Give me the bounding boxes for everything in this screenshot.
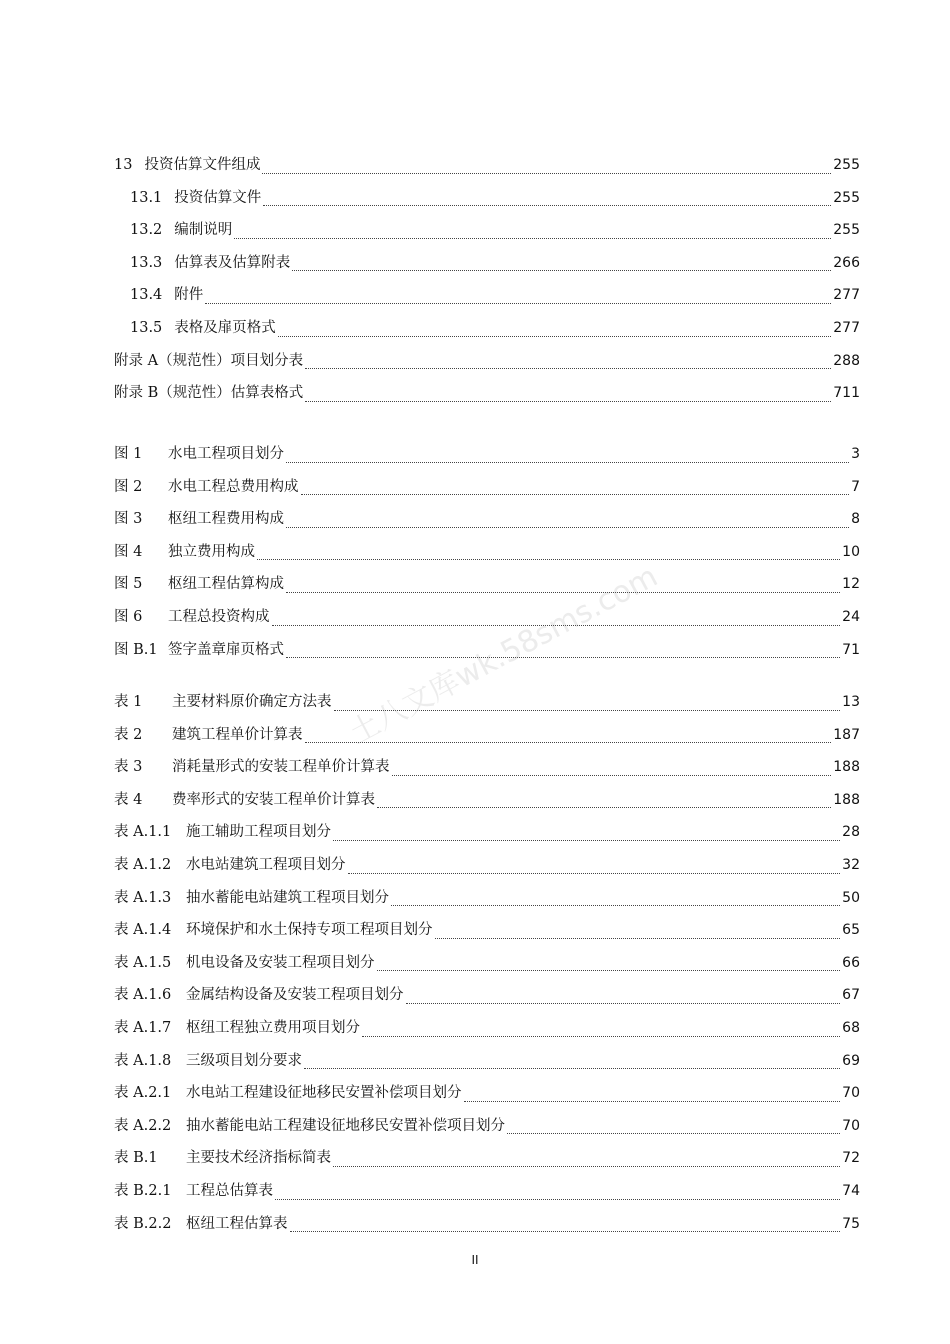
toc-entry-title: 费率形式的安装工程单价计算表 <box>172 791 375 808</box>
dot-leader <box>406 1002 841 1004</box>
toc-entry-page: 70 <box>842 1085 860 1102</box>
toc-chapters <box>114 153 860 414</box>
toc-entry-number: 表 A.1.2 <box>114 856 172 873</box>
toc-entry-number: 图 1 <box>114 446 143 462</box>
toc-entry[interactable] <box>114 918 860 951</box>
toc-tables <box>114 690 860 1244</box>
toc-entry-title: 机电设备及安装工程项目划分 <box>186 954 375 971</box>
toc-entry-page: 66 <box>842 954 860 971</box>
toc-entry-number: 表 4 <box>114 791 143 808</box>
toc-entry[interactable] <box>114 1146 860 1179</box>
toc-entry-number: 表 A.2.1 <box>114 1085 172 1102</box>
toc-entry[interactable] <box>114 1081 860 1114</box>
toc-entry[interactable] <box>114 475 860 508</box>
dot-leader <box>272 624 841 626</box>
toc-entry-title: 水电工程总费用构成 <box>168 478 299 495</box>
toc-entry-number: 附录 B <box>114 385 159 402</box>
toc-entry-title: 施工辅助工程项目划分 <box>186 824 331 841</box>
toc-entry-number: 附录 A <box>114 352 159 369</box>
toc-entry-number: 图 2 <box>114 478 143 495</box>
toc-entry[interactable] <box>114 442 860 475</box>
dot-leader <box>290 1230 841 1232</box>
dot-leader <box>377 806 831 808</box>
toc-entry-number: 13 <box>114 157 133 173</box>
toc-entry-page: 255 <box>833 189 860 206</box>
toc-entry[interactable] <box>114 540 860 573</box>
toc-entry[interactable] <box>114 1016 860 1049</box>
toc-entry[interactable] <box>114 820 860 853</box>
dot-leader <box>286 526 849 528</box>
toc-entry[interactable] <box>114 638 860 671</box>
toc-entry-page: 188 <box>833 791 860 808</box>
toc-entry-number: 表 1 <box>114 694 143 710</box>
toc-entry-title: 工程总投资构成 <box>168 608 270 625</box>
toc-entry[interactable] <box>114 507 860 540</box>
toc-entry-page: 187 <box>833 726 860 743</box>
toc-entry-number: 图 6 <box>114 608 143 625</box>
toc-entry-title: 编制说明 <box>174 222 233 239</box>
toc-entry-page: 50 <box>842 889 860 906</box>
dot-leader <box>275 1198 840 1200</box>
dot-leader <box>205 302 831 304</box>
dot-leader <box>263 204 831 206</box>
dot-leader <box>304 1067 840 1069</box>
toc-entry[interactable] <box>114 251 860 284</box>
dot-leader <box>301 493 850 495</box>
toc-entry[interactable] <box>114 316 860 349</box>
toc-entry-number: 13.5 <box>130 319 163 336</box>
toc-entry-title: 独立费用构成 <box>168 543 255 560</box>
toc-entry-number: 图 5 <box>114 576 143 593</box>
dot-leader <box>333 839 840 841</box>
toc-entry-title: 投资估算文件 <box>174 189 262 206</box>
toc-entry-page: 188 <box>833 759 860 776</box>
toc-entry-title: 主要技术经济指标简表 <box>186 1150 331 1167</box>
dot-leader <box>305 741 832 743</box>
toc-entry[interactable] <box>114 153 860 186</box>
toc-entry-title: 水电站工程建设征地移民安置补偿项目划分 <box>186 1085 462 1102</box>
toc-entry-page: 711 <box>833 385 860 402</box>
toc-entry-page: 266 <box>833 254 860 271</box>
toc-entry-title: 水电站建筑工程项目划分 <box>186 856 346 873</box>
dot-leader <box>305 400 831 402</box>
dot-leader <box>286 461 849 463</box>
dot-leader <box>391 904 840 906</box>
toc-entry[interactable] <box>114 1114 860 1147</box>
toc-entry-number: 表 A.1.8 <box>114 1052 172 1069</box>
toc-entry-number: 表 A.1.5 <box>114 954 172 971</box>
toc-entry-page: 32 <box>842 856 860 873</box>
toc-entry[interactable] <box>114 886 860 919</box>
dot-leader <box>305 367 831 369</box>
dot-leader <box>257 558 840 560</box>
toc-entry[interactable] <box>114 605 860 638</box>
toc-entry-page: 7 <box>851 478 860 495</box>
toc-entry-number: 表 A.1.4 <box>114 922 172 939</box>
toc-entry-number: 表 B.2.1 <box>114 1182 172 1199</box>
toc-entry-page: 28 <box>842 824 860 841</box>
dot-leader <box>278 335 831 337</box>
dot-leader <box>234 237 831 239</box>
dot-leader <box>392 774 832 776</box>
toc-entry[interactable] <box>114 1212 860 1245</box>
toc-entry[interactable] <box>114 1179 860 1212</box>
toc-entry-number: 表 B.2.2 <box>114 1215 172 1232</box>
toc-entry-number: 13.4 <box>130 287 163 304</box>
toc-entry[interactable] <box>114 381 860 414</box>
dot-leader <box>435 937 841 939</box>
toc-entry-title: 建筑工程单价计算表 <box>172 726 303 743</box>
toc-entry-title: （规范性）估算表格式 <box>158 385 304 402</box>
toc-entry-page: 67 <box>842 987 860 1004</box>
toc-entry-number: 13.1 <box>130 189 163 206</box>
dot-leader <box>286 656 840 658</box>
toc-entry-title: 表格及扉页格式 <box>174 319 276 336</box>
dot-leader <box>348 872 841 874</box>
toc-entry-page: 72 <box>842 1150 860 1167</box>
toc-entry-page: 24 <box>842 608 860 625</box>
toc-entry-number: 13.3 <box>130 254 163 271</box>
toc-entry-title: 枢纽工程费用构成 <box>168 511 284 528</box>
watermark: 土八文库wk.58sms.com <box>343 558 664 752</box>
toc-entry[interactable] <box>114 1049 860 1082</box>
dot-leader <box>262 172 831 174</box>
toc-entry-page: 69 <box>842 1052 860 1069</box>
toc-entry[interactable] <box>114 788 860 821</box>
toc-entry[interactable] <box>114 349 860 382</box>
toc-entry-number: 图 4 <box>114 543 143 560</box>
toc-entry-title: 枢纽工程估算表 <box>186 1215 288 1232</box>
toc-entry-page: 68 <box>842 1019 860 1036</box>
toc-entry-page: 288 <box>833 352 860 369</box>
toc-entry-page: 277 <box>833 319 860 336</box>
toc-entry-title: 抽水蓄能电站建筑工程项目划分 <box>186 889 389 906</box>
toc-entry[interactable] <box>114 951 860 984</box>
toc-entry-title: 消耗量形式的安装工程单价计算表 <box>172 759 390 776</box>
toc-entry-page: 3 <box>851 446 860 462</box>
toc-entry-number: 表 3 <box>114 759 143 776</box>
toc-entry-page: 255 <box>833 222 860 239</box>
toc-entry-number: 图 B.1 <box>114 641 158 658</box>
toc-entry-page: 13 <box>842 694 860 710</box>
toc-entry-title: 投资估算文件组成 <box>144 157 261 173</box>
toc-entry-title: 枢纽工程独立费用项目划分 <box>186 1019 360 1036</box>
toc-entry-number: 表 A.1.7 <box>114 1019 172 1036</box>
toc-entry[interactable] <box>114 723 860 756</box>
toc-entry-page: 255 <box>833 157 860 173</box>
toc-entry-title: 估算表及估算附表 <box>174 254 291 271</box>
toc-entry-title: 枢纽工程估算构成 <box>168 576 284 593</box>
toc-entry[interactable] <box>114 690 860 723</box>
toc-entry-title: 三级项目划分要求 <box>186 1052 302 1069</box>
toc-entry-number: 图 3 <box>114 511 143 528</box>
toc-entry-page: 74 <box>842 1182 860 1199</box>
dot-leader <box>362 1035 840 1037</box>
dot-leader <box>464 1100 841 1102</box>
toc-entry-page: 10 <box>842 543 860 560</box>
toc-entry[interactable] <box>114 572 860 605</box>
toc-entry-title: （规范性）项目划分表 <box>158 352 304 369</box>
toc-entry[interactable] <box>114 755 860 788</box>
toc-entry[interactable] <box>114 983 860 1016</box>
toc-entry-title: 抽水蓄能电站工程建设征地移民安置补偿项目划分 <box>186 1117 505 1134</box>
toc-entry-page: 75 <box>842 1215 860 1232</box>
dot-leader <box>333 1165 840 1167</box>
toc-entry-number: 表 A.2.2 <box>114 1117 172 1134</box>
toc-entry-page: 277 <box>833 287 860 304</box>
toc-entry-page: 12 <box>842 576 860 593</box>
toc-entry-title: 金属结构设备及安装工程项目划分 <box>186 987 404 1004</box>
toc-entry-number: 13.2 <box>130 222 163 239</box>
dot-leader <box>286 591 840 593</box>
toc-entry-title: 主要材料原价确定方法表 <box>172 694 332 710</box>
toc-figures <box>114 442 860 670</box>
toc-entry-page: 71 <box>842 641 860 658</box>
dot-leader <box>292 269 831 271</box>
toc-entry-page: 8 <box>851 511 860 528</box>
toc-entry-number: 表 B.1 <box>114 1150 158 1167</box>
toc-entry-title: 水电工程项目划分 <box>168 446 284 462</box>
toc-entry[interactable] <box>114 218 860 251</box>
toc-entry-title: 附件 <box>174 287 204 304</box>
toc-entry[interactable] <box>114 283 860 316</box>
dot-leader <box>377 969 841 971</box>
toc-entry-number: 表 A.1.3 <box>114 889 172 906</box>
toc-entry-number: 表 2 <box>114 726 143 743</box>
toc-entry-number: 表 A.1.1 <box>114 824 172 841</box>
toc-entry-number: 表 A.1.6 <box>114 987 172 1004</box>
toc-entry-title: 环境保护和水土保持专项工程项目划分 <box>186 922 433 939</box>
dot-leader <box>507 1132 840 1134</box>
toc-entry[interactable] <box>114 853 860 886</box>
toc-entry[interactable] <box>114 186 860 219</box>
page-number: II <box>471 1253 479 1267</box>
toc-entry-title: 签字盖章扉页格式 <box>168 641 284 658</box>
dot-leader <box>334 709 841 711</box>
toc-entry-title: 工程总估算表 <box>186 1182 273 1199</box>
toc-entry-page: 65 <box>842 922 860 939</box>
toc-entry-page: 70 <box>842 1117 860 1134</box>
